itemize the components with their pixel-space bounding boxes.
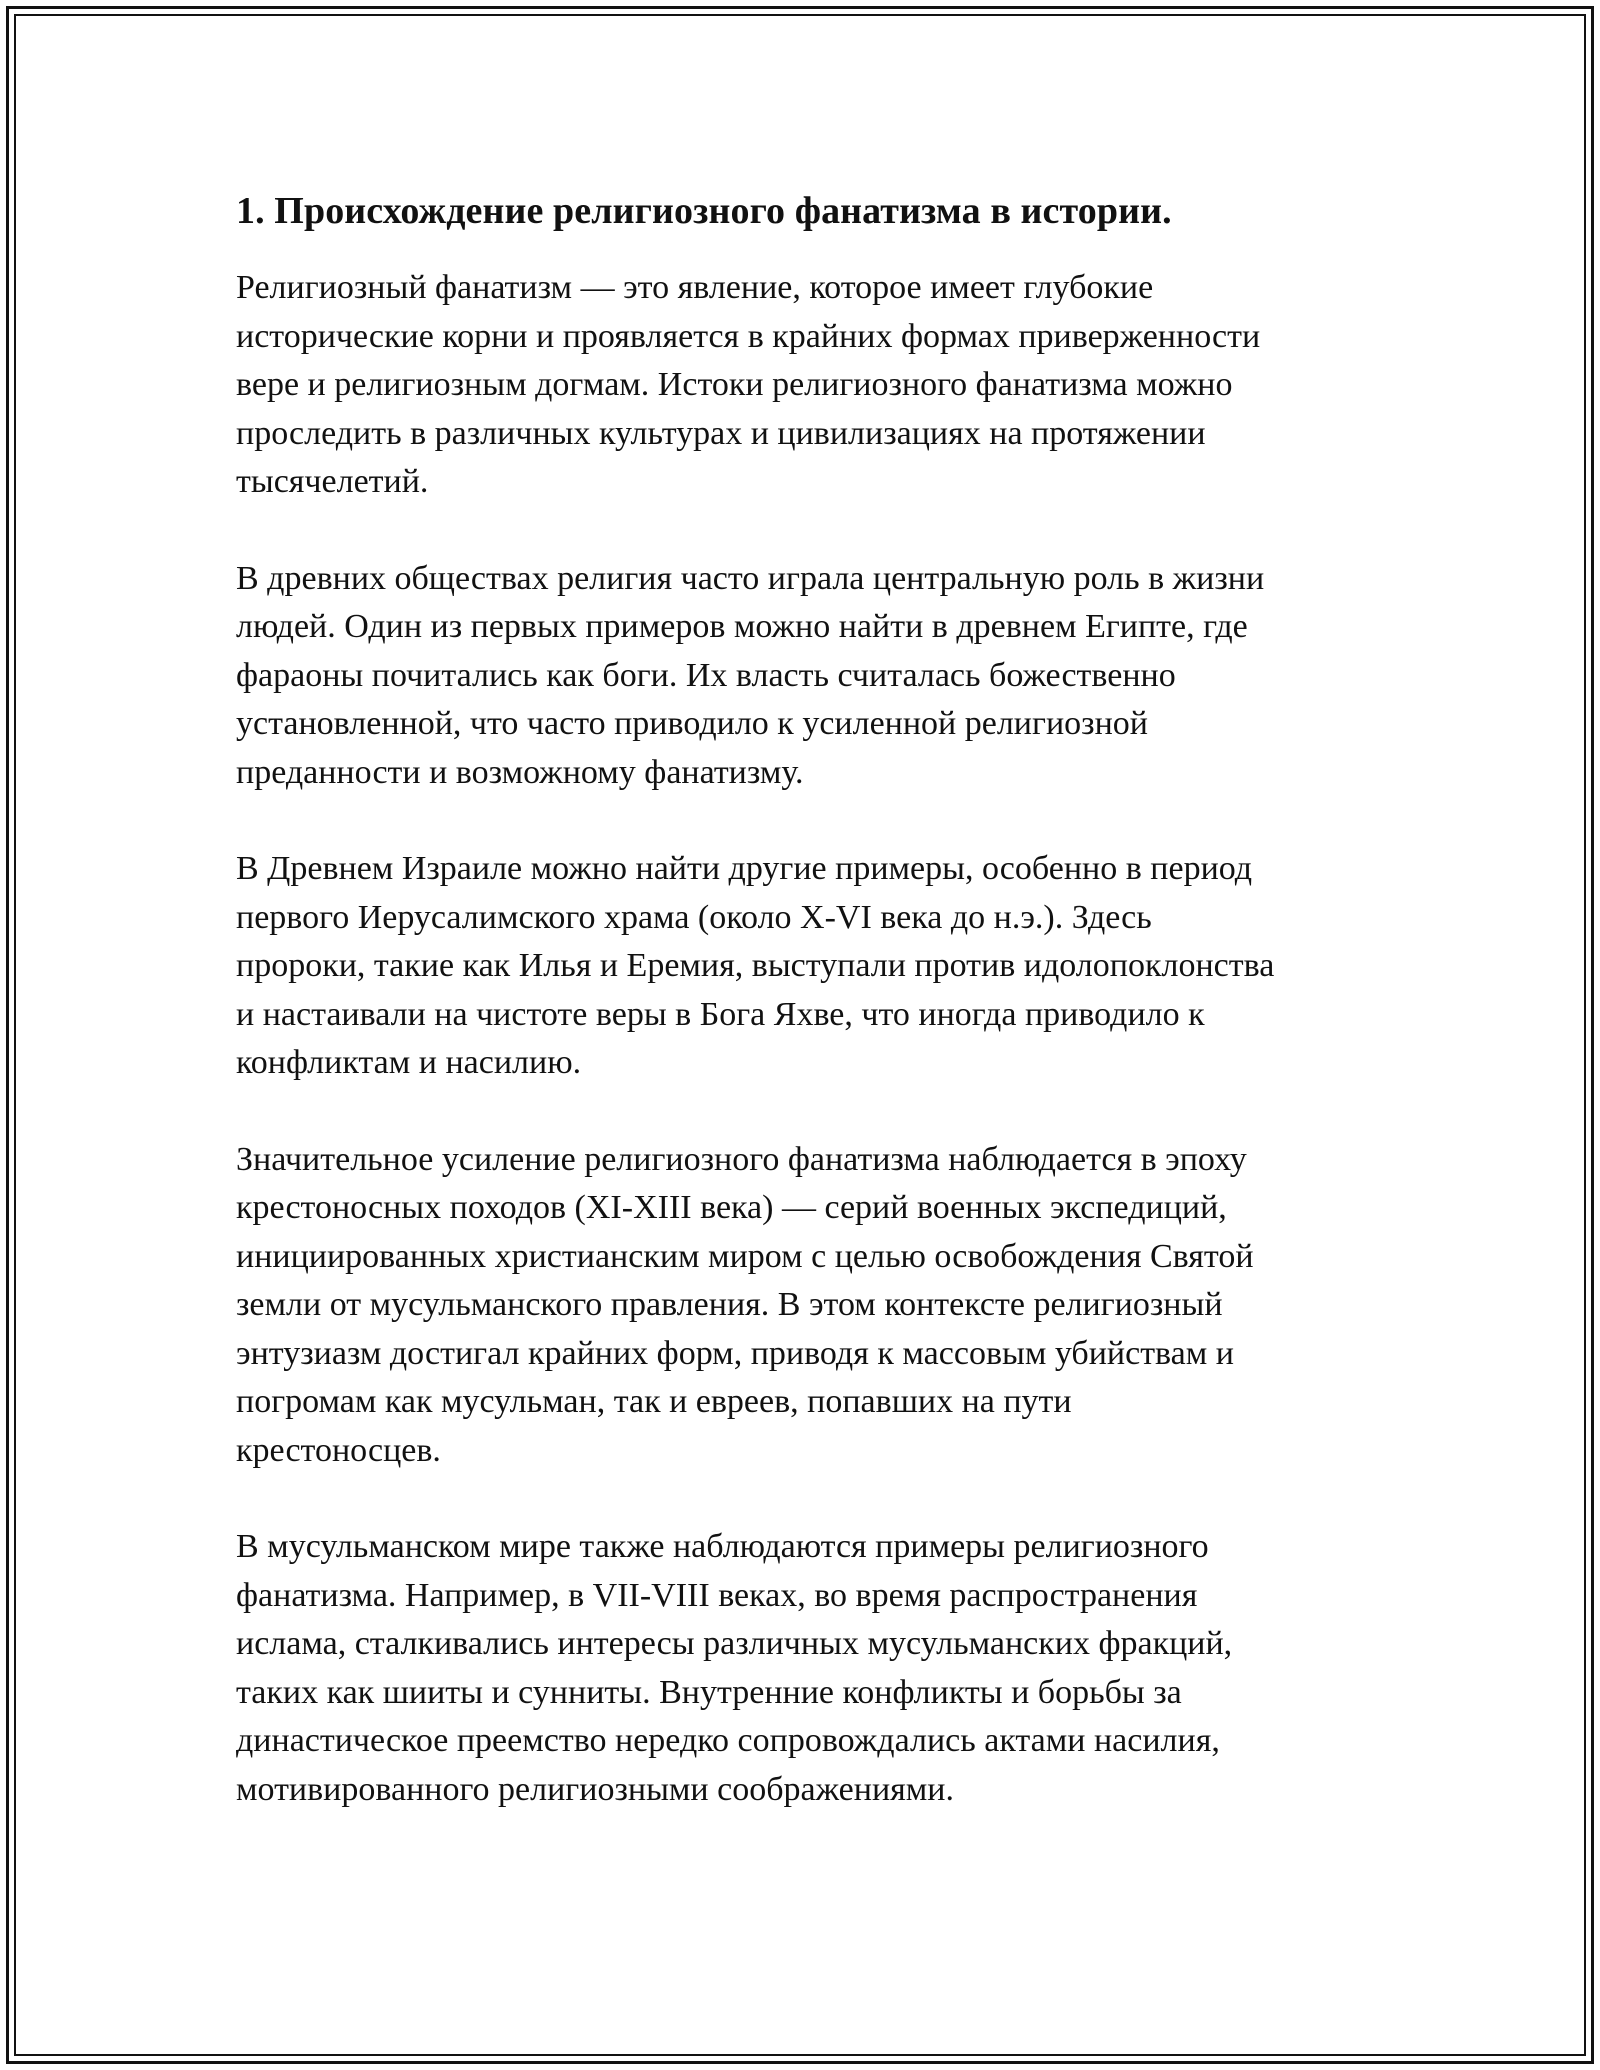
- paragraph-line: династическое преемство нередко сопровождались актами насилия,: [236, 1722, 1220, 1759]
- paragraph-line: и настаивали на чистоте веры в Бога Яхве, что иногда приводило к: [236, 995, 1205, 1033]
- paragraph-line: тысячелетий.: [236, 463, 429, 500]
- paragraph-line: людей. Один из первых примеров можно найти в древнем Египте, где: [236, 608, 1248, 645]
- paragraph-1: [236, 264, 1386, 507]
- paragraph-line: В Древнем Израиле можно найти другие примеры, особенно в период: [236, 850, 1253, 887]
- paragraph-line: установленной, что часто приводило к усиленной религиозной: [236, 705, 1148, 742]
- paragraph-line: вере и религиозным догмам. Истоки религиозного фанатизма можно: [236, 366, 1233, 403]
- paragraph-line: крестоносных походов (XI-XIII века) — серий военных экспедиций,: [236, 1189, 1227, 1226]
- paragraph-line: фараоны почитались как боги. Их власть считалась божественно: [236, 656, 1176, 694]
- paragraph-line: первого Иерусалимского храма (около X-VI века до н.э.). Здесь: [236, 898, 1152, 936]
- paragraph-line: ислама, сталкивались интересы различных мусульманских фракций,: [236, 1625, 1233, 1662]
- paragraph-line: фанатизма. Например, в VII-VIII веках, во время распространения: [236, 1576, 1198, 1614]
- paragraph-line: В мусульманском мире также наблюдаются примеры религиозного: [236, 1528, 1209, 1565]
- document-body: [236, 186, 1386, 1862]
- paragraph-line: пророки, такие как Илья и Еремия, выступали против идолопоклонства: [236, 947, 1275, 984]
- paragraph-line: преданности и возможному фанатизму.: [236, 753, 804, 791]
- paragraph-line: проследить в различных культурах и цивилизациях на протяжении: [236, 414, 1206, 452]
- paragraph-line: таких как шииты и сунниты. Внутренние конфликты и борьбы за: [236, 1673, 1182, 1711]
- paragraph-line: Значительное усиление религиозного фанатизма наблюдается в эпоху: [236, 1140, 1247, 1178]
- paragraph-line: исторические корни и проявляется в крайних формах приверженности: [236, 317, 1261, 355]
- paragraph-line: В древних обществах религия часто играла центральную роль в жизни: [236, 559, 1265, 597]
- paragraph-5: [236, 1523, 1386, 1814]
- paragraph-line: инициированных христианским миром с целью освобождения Святой: [236, 1237, 1254, 1275]
- paragraph-line: мотивированного религиозными соображениями.: [236, 1770, 954, 1808]
- paragraph-line: крестоносцев.: [236, 1431, 441, 1469]
- section-heading: 1. Происхождение религиозного фанатизма в истории.: [236, 190, 1172, 232]
- paragraph-line: энтузиазм достигал крайних форм, приводя к массовым убийствам и: [236, 1334, 1234, 1372]
- paragraph-line: Религиозный фанатизм — это явление, которое имеет глубокие: [236, 269, 1154, 306]
- paragraph-line: земли от мусульманского правления. В этом контексте религиозный: [236, 1286, 1223, 1323]
- paragraph-4: [236, 1136, 1386, 1476]
- paragraph-3: [236, 845, 1386, 1088]
- paragraph-2: [236, 555, 1386, 798]
- paragraph-line: погромам как мусульман, так и евреев, попавших на пути: [236, 1383, 1072, 1420]
- paragraph-line: конфликтам и насилию.: [236, 1044, 582, 1081]
